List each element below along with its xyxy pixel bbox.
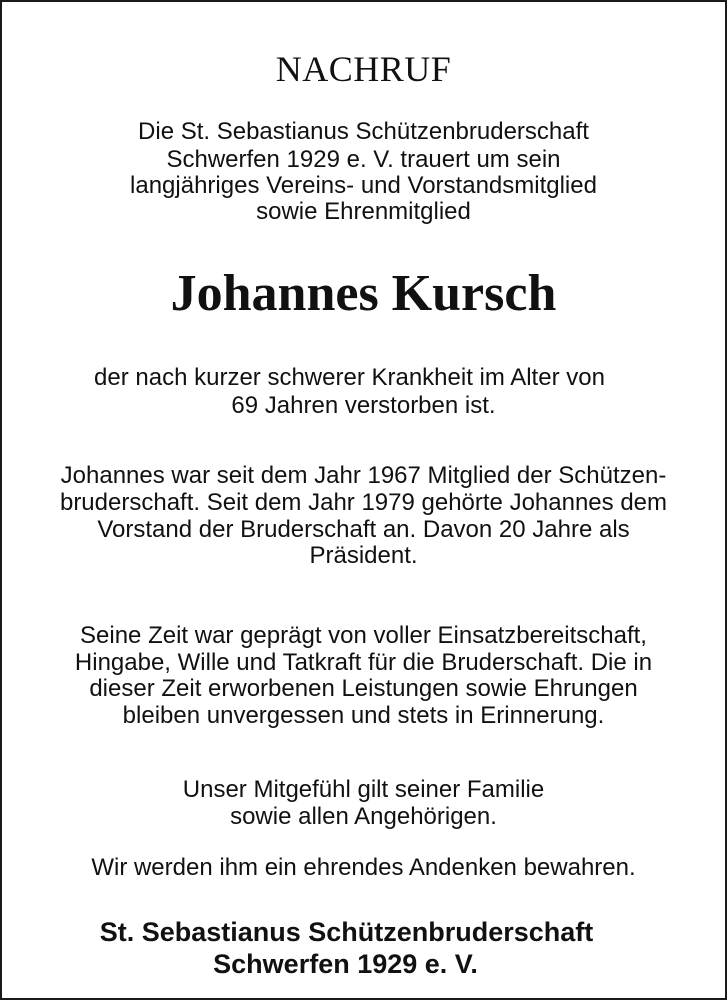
membership-line-4: Präsident. <box>309 542 418 569</box>
tribute-line-2: Hingabe, Wille und Tatkraft für die Bruderschaft. Die in <box>74 649 653 676</box>
intro-line-2: Schwerfen 1929 e. V. trauert um sein <box>166 146 561 173</box>
death-notice-line-1: der nach kurzer schwerer Krankheit im Alter von <box>94 364 605 391</box>
death-notice-line-2: 69 Jahren verstorben ist. <box>231 392 496 419</box>
intro-line-3: langjähriges Vereins- und Vorstandsmitglied <box>130 172 597 199</box>
signature-location: Schwerfen 1929 e. V. <box>213 949 478 979</box>
intro-line-4: sowie Ehrenmitglied <box>256 198 471 225</box>
remembrance-line: Wir werden ihm ein ehrendes Andenken bewahren. <box>91 854 636 881</box>
notice-heading: NACHRUF <box>275 49 452 89</box>
intro-line-1: Die St. Sebastianus Schützenbruderschaft <box>138 118 589 145</box>
sympathy-line-2: sowie allen Angehörigen. <box>230 803 497 830</box>
signature-organization: St. Sebastianus Schützenbruderschaft <box>99 917 594 947</box>
tribute-line-1: Seine Zeit war geprägt von voller Einsatzbereitschaft, <box>80 622 647 649</box>
deceased-name: Johannes Kursch <box>170 265 557 322</box>
sympathy-line-1: Unser Mitgefühl gilt seiner Familie <box>182 776 545 803</box>
tribute-line-4: bleiben unvergessen und stets in Erinnerung. <box>122 702 605 729</box>
tribute-line-3: dieser Zeit erworbenen Leistungen sowie Ehrungen <box>89 675 638 702</box>
membership-line-1: Johannes war seit dem Jahr 1967 Mitglied der Schützen- <box>60 462 667 489</box>
membership-line-2: bruderschaft. Seit dem Jahr 1979 gehörte Johannes dem <box>59 489 668 516</box>
membership-line-3: Vorstand der Bruderschaft an. Davon 20 Jahre als <box>97 516 630 543</box>
